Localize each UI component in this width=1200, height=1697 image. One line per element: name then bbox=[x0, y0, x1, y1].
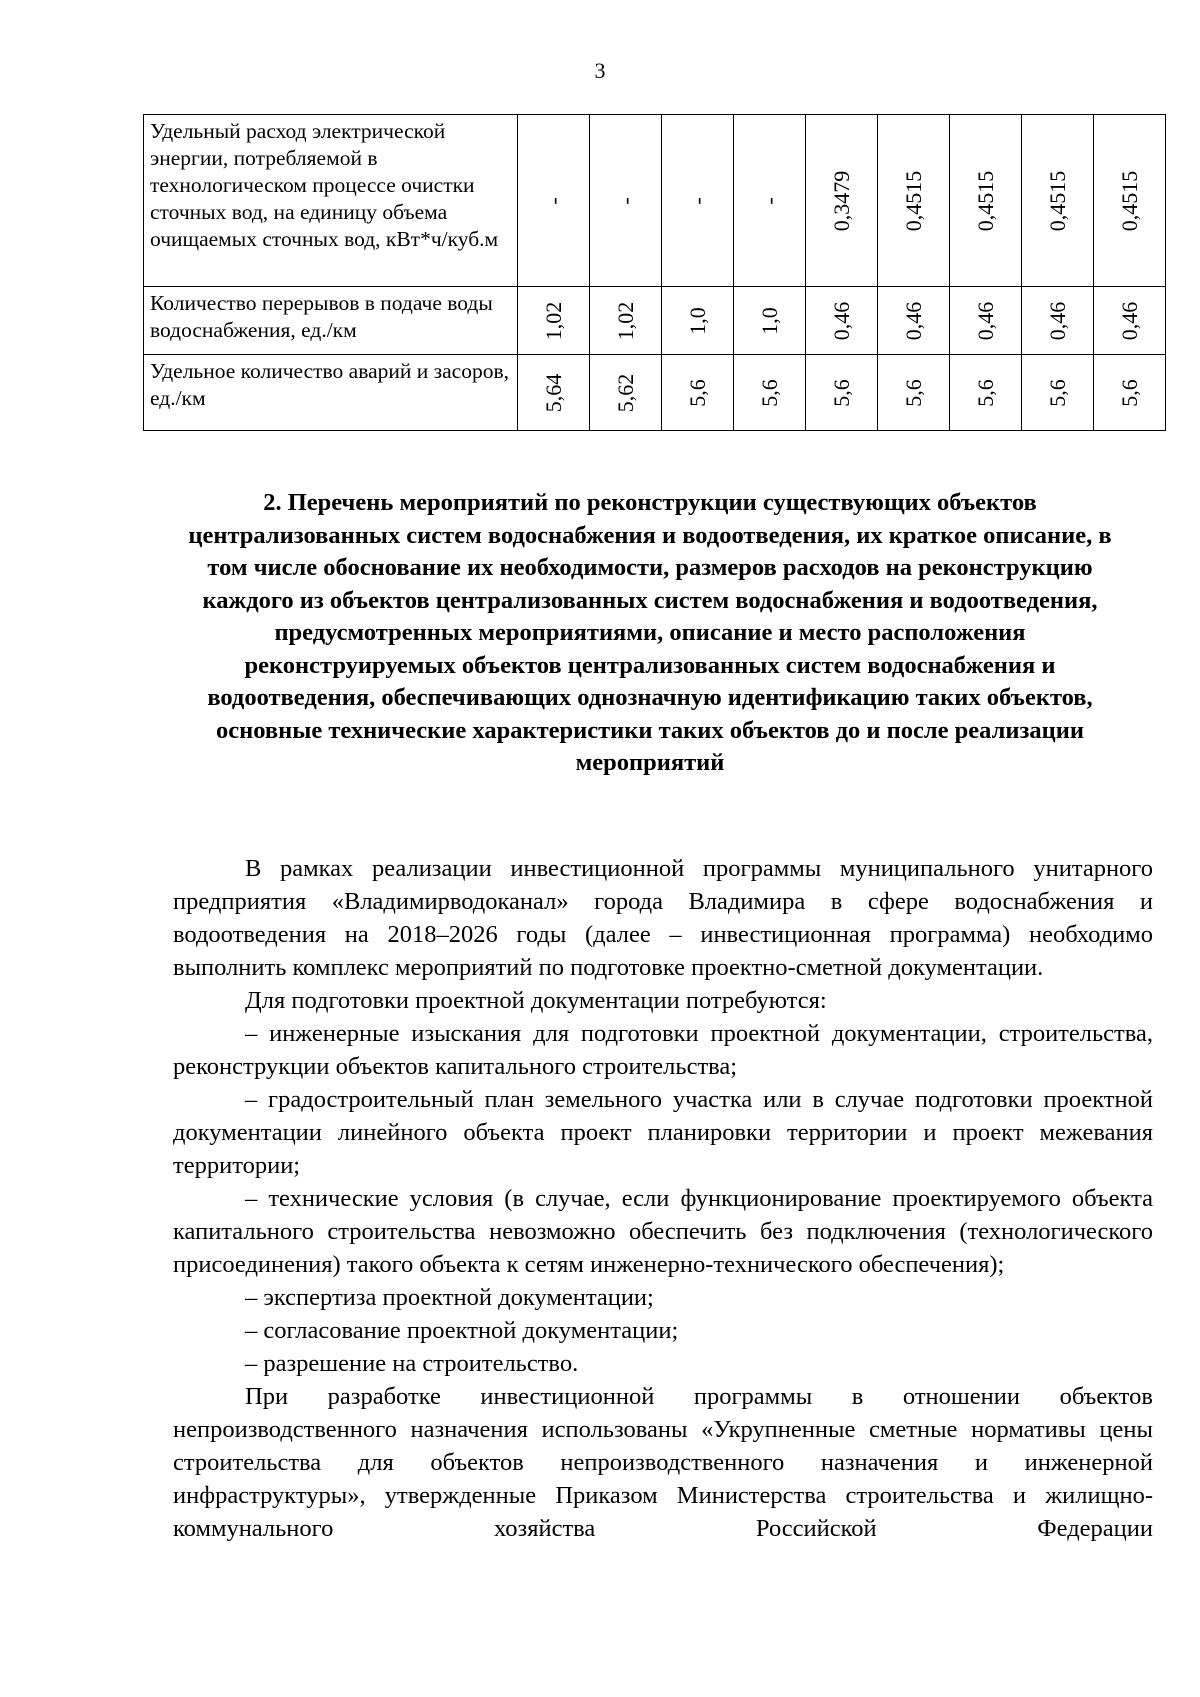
list-item: – согласование проектной документации; bbox=[245, 1317, 679, 1344]
paragraph: В рамках реализации инвестиционной программы муниципального унитарного предприятия «Владимирводоканал» города Владимира в сфере водоснабжения и водоотведения на 2018–2026 годы (далее – инвестиционная программа) необходимо выполнить комплекс мероприятий по подготовке проектно-сметной документации. bbox=[173, 855, 1153, 981]
list-item: – экспертиза проектной документации; bbox=[245, 1284, 654, 1311]
table-cell: 5,62 bbox=[590, 355, 662, 431]
table-cell: 1,0 bbox=[734, 287, 806, 355]
table-cell: 5,64 bbox=[518, 355, 590, 431]
table-cell: - bbox=[734, 115, 806, 287]
row-label: Удельный расход электрической энергии, потребляемой в технологическом процессе очистки сточных вод, на единицу объема очищаемых сточных вод, кВт*ч/куб.м bbox=[144, 115, 518, 287]
table-cell: 5,6 bbox=[1022, 355, 1094, 431]
table-cell: 0,3479 bbox=[806, 115, 878, 287]
table-cell: 0,46 bbox=[1094, 287, 1166, 355]
table-cell: 5,6 bbox=[734, 355, 806, 431]
paragraph: Для подготовки проектной документации потребуются: bbox=[245, 987, 827, 1014]
table-cell: - bbox=[518, 115, 590, 287]
table-cell: - bbox=[590, 115, 662, 287]
row-label: Количество перерывов в подаче воды водоснабжения, ед./км bbox=[144, 287, 518, 355]
list-item: – технические условия (в случае, если функционирование проектируемого объекта капитального строительства невозможно обеспечить без подключения (технологического присоединения) такого объекта к сетям инженерно-технического обеспечения); bbox=[173, 1185, 1153, 1278]
table-cell: 1,02 bbox=[590, 287, 662, 355]
list-item: – разрешение на строительство. bbox=[245, 1350, 579, 1377]
table-cell: 0,4515 bbox=[1094, 115, 1166, 287]
table-cell: 5,6 bbox=[878, 355, 950, 431]
table-cell: 0,4515 bbox=[1022, 115, 1094, 287]
table-cell: 0,4515 bbox=[878, 115, 950, 287]
indicators-table bbox=[143, 114, 1166, 431]
table-cell: 0,46 bbox=[878, 287, 950, 355]
table-cell: 1,02 bbox=[518, 287, 590, 355]
table-cell: 0,46 bbox=[806, 287, 878, 355]
table-cell: 5,6 bbox=[662, 355, 734, 431]
table-cell: 0,46 bbox=[950, 287, 1022, 355]
paragraph: При разработке инвестиционной программы в отношении объектов непроизводственного назначения использованы «Укрупненные сметные нормативы цены строительства для объектов непроизводственного назначения и инженерной инфраструктуры», утвержденные Приказом Министерства строительства и жилищно-коммунального хозяйства Российской Федерации bbox=[173, 1383, 1153, 1542]
table-cell: 1,0 bbox=[662, 287, 734, 355]
row-label: Удельное количество аварий и засоров, ед./км bbox=[144, 355, 518, 431]
table-cell: 0,4515 bbox=[950, 115, 1022, 287]
list-item: – инженерные изыскания для подготовки проектной документации, строительства, реконструкции объектов капитального строительства; bbox=[173, 1020, 1153, 1080]
list-item: – градостроительный план земельного участка или в случае подготовки проектной документации линейного объекта проект планировки территории и проект межевания территории; bbox=[173, 1086, 1153, 1179]
table-row bbox=[144, 115, 1166, 287]
section-title: 2. Перечень мероприятий по реконструкции существующих объектов централизованных систем водоснабжения и водоотведения, их краткое описание, в том числе обоснование их необходимости, размеров расходов на реконструкцию каждого из объектов централизованных систем водоснабжения и водоотведения, предусмотренных мероприятиями, описание и место расположения реконструируемых объектов централизованных систем водоснабжения и водоотведения, обеспечивающих однозначную идентификацию таких объектов, основные технические характеристики таких объектов до и после реализации мероприятий bbox=[188, 489, 1112, 776]
table-cell: 5,6 bbox=[806, 355, 878, 431]
body-text bbox=[173, 852, 1153, 1545]
table-cell: - bbox=[662, 115, 734, 287]
table-cell: 5,6 bbox=[1094, 355, 1166, 431]
table-cell: 5,6 bbox=[950, 355, 1022, 431]
table-row bbox=[144, 355, 1166, 431]
table-row bbox=[144, 287, 1166, 355]
page-number: 3 bbox=[594, 58, 606, 83]
table-cell: 0,46 bbox=[1022, 287, 1094, 355]
